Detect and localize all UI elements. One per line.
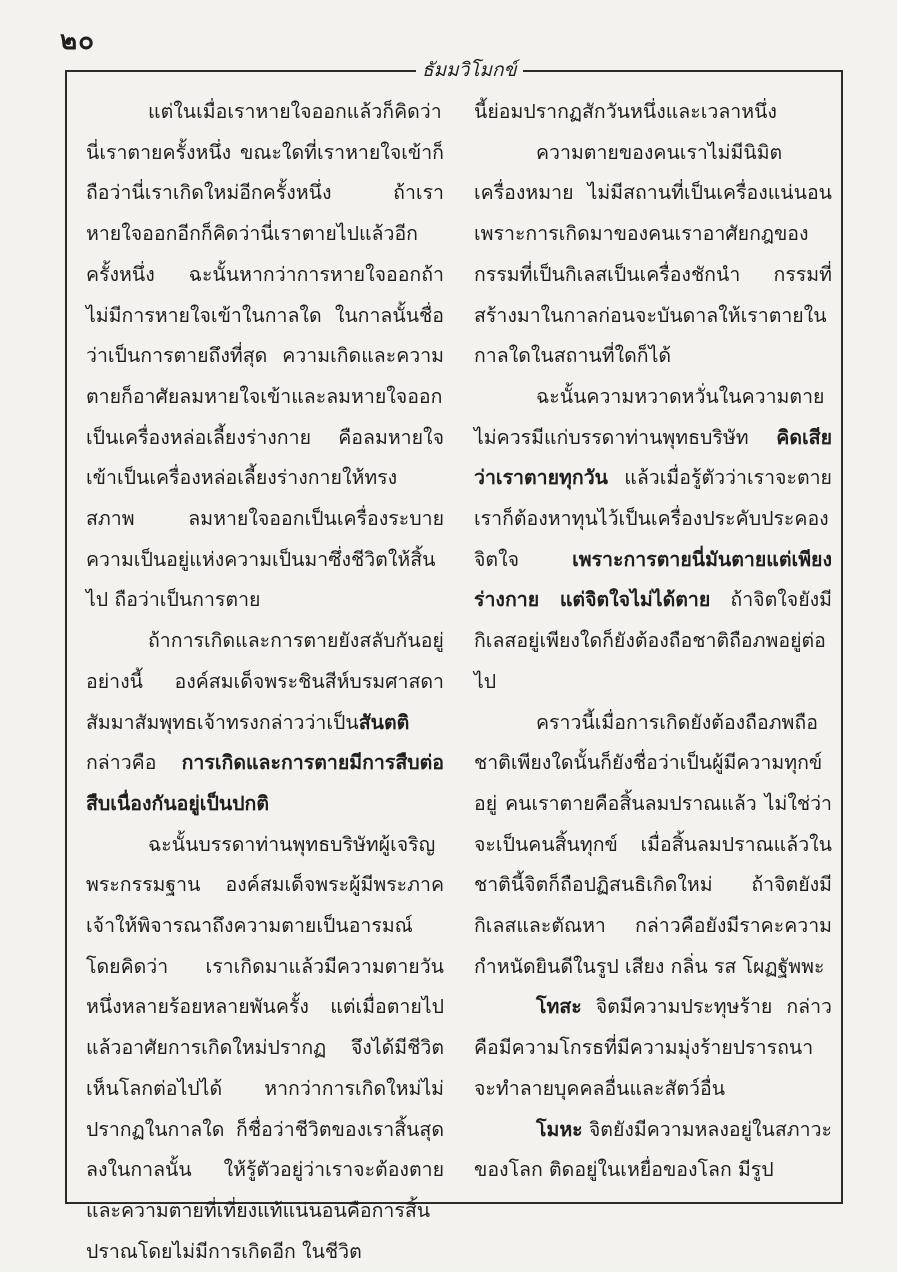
body-text: นี้ย่อมปรากฏสักวันหนึ่งและเวลาหนึ่ง [474, 100, 777, 123]
body-text: แต่ในเมื่อเราหายใจออกแล้วก็คิดว่านี่เราตายครั้งหนึ่ง ขณะใดที่เราหายใจเข้าก็ถือว่านี่เราเกิดใหม่อีกครั้งหนึ่ง ถ้าเราหายใจออกอีกก็คิดว่านี่เราตายไปแล้วอีกครั้งหนึ่ง ฉะนั้นหากว่าการหายใจออกถ้าไม่มีการหายใจเข้าในกาลใด ในกาลนั้นชื่อว่าเป็นการตายถึงที่สุด ความเกิดและความตายก็อาศัยลมหายใจเข้าและลมหายใจออกเป็นเครื่องหล่อเลี้ยงร่างกาย คือลมหายใจเข้าเป็นเครื่องหล่อเลี้ยงร่างกายให้ทรงสภาพ ลมหายใจออกเป็นเครื่องระบายความเป็นอยู่แห่งความเป็นมาซึ่งชีวิตให้สิ้นไป ถือว่าเป็นการตาย [86, 100, 444, 612]
bold-text: เพราะการตายนี่มันตายแต่เพียงร่างกาย แต่จิตใจไม่ได้ตาย [474, 547, 832, 612]
right-text-column [474, 92, 832, 1191]
running-head: ธัมมวิโมกข์ [416, 58, 523, 82]
bold-text: สันตติ [358, 710, 410, 734]
bold-text: คิดเสียว่าเราตายทุกวัน [474, 425, 832, 490]
paragraph [474, 1110, 832, 1191]
left-text-column [86, 92, 444, 1272]
paragraph [86, 92, 444, 621]
paragraph [474, 133, 832, 377]
paragraph [86, 621, 444, 825]
bold-text: โมหะ [536, 1117, 583, 1141]
body-text: จิตยังมีความหลงอยู่ในสภาวะของโลก ติดอยู่ในเหยื่อของโลก มีรูป [474, 1117, 832, 1182]
body-text: แล้วเมื่อรู้ตัวว่าเราจะตายเราก็ต้องหาทุนไว้เป็นเครื่องประคับประคองจิตใจ [474, 466, 832, 571]
body-text: ฉะนั้นความหวาดหวั่นในความตายไม่ควรมีแก่บรรดาท่านพุทธบริษัท [474, 384, 825, 449]
body-text: ถ้าจิตใจยังมีกิเลสอยู่เพียงใดก็ยังต้องถือชาติถือภพอยู่ต่อไป [474, 588, 832, 693]
body-text: ถ้าการเกิดและการตายยังสลับกันอยู่อย่างนี้ องค์สมเด็จพระชินสีห์บรมศาสดาสัมมาสัมพุทธเจ้าทรงกล่าวว่าเป็น [86, 629, 444, 734]
body-text: จิตมีความประทุษร้าย กล่าวคือมีความโกรธที่มีความมุ่งร้ายปรารถนาจะทำลายบุคคลอื่นและสัตว์อื่น [474, 995, 832, 1100]
bold-text: โทสะ [536, 995, 582, 1019]
paragraph [86, 825, 444, 1272]
body-text: คราวนี้เมื่อการเกิดยังต้องถือภพถือชาติเพียงใดนั้นก็ยังชื่อว่าเป็นผู้มีความทุกข์อยู่ คนเราตายคือสิ้นลมปราณแล้ว ไม่ใช่ว่าจะเป็นคนสิ้นทุกข์ เมื่อสิ้นลมปราณแล้วในชาตินี้จิตก็ถือปฏิสนธิเกิดใหม่ ถ้าจิตยังมีกิเลสและตัณหา กล่าวคือยังมีราคะความกำหนัดยินดีในรูป เสียง กลิ่น รส โผฏฐัพพะ [474, 710, 832, 978]
paragraph [474, 703, 832, 988]
body-text: กล่าวคือ [86, 751, 182, 775]
page-number: ๒๐ [60, 26, 96, 56]
paragraph [474, 377, 832, 703]
bold-text: การเกิดและการตายมีการสืบต่อสืบเนื่องกันอยู่เป็นปกติ [86, 751, 444, 815]
paragraph [474, 92, 832, 133]
body-text: ฉะนั้นบรรดาท่านพุทธบริษัทผู้เจริญพระกรรมฐาน องค์สมเด็จพระผู้มีพระภาคเจ้าให้พิจารณาถึงความตายเป็นอารมณ์ โดยคิดว่า เราเกิดมาแล้วมีความตายวันหนึ่งหลายร้อยหลายพันครั้ง แต่เมื่อตายไปแล้วอาศัยการเกิดใหม่ปรากฏ จึงได้มีชีวิตเห็นโลกต่อไปได้ หากว่าการเกิดใหม่ไม่ปรากฏในกาลใด ก็ชื่อว่าชีวิตของเราสิ้นสุดลงในกาลนั้น ให้รู้ตัวอยู่ว่าเราจะต้องตาย และความตายที่เที่ยงแท้แน่นอนคือการสิ้นปราณโดยไม่มีการเกิดอีก ในชีวิต [86, 832, 444, 1263]
body-text: ความตายของคนเราไม่มีนิมิตเครื่องหมาย ไม่มีสถานที่เป็นเครื่องแน่นอน เพราะการเกิดมาของคนเราอาศัยกฎของกรรมที่เป็นกิเลสเป็นเครื่องชักนำ กรรมที่สร้างมาในกาลก่อนจะบันดาลให้เราตายในกาลใดในสถานที่ใดก็ได้ [474, 140, 832, 368]
paragraph [474, 987, 832, 1109]
